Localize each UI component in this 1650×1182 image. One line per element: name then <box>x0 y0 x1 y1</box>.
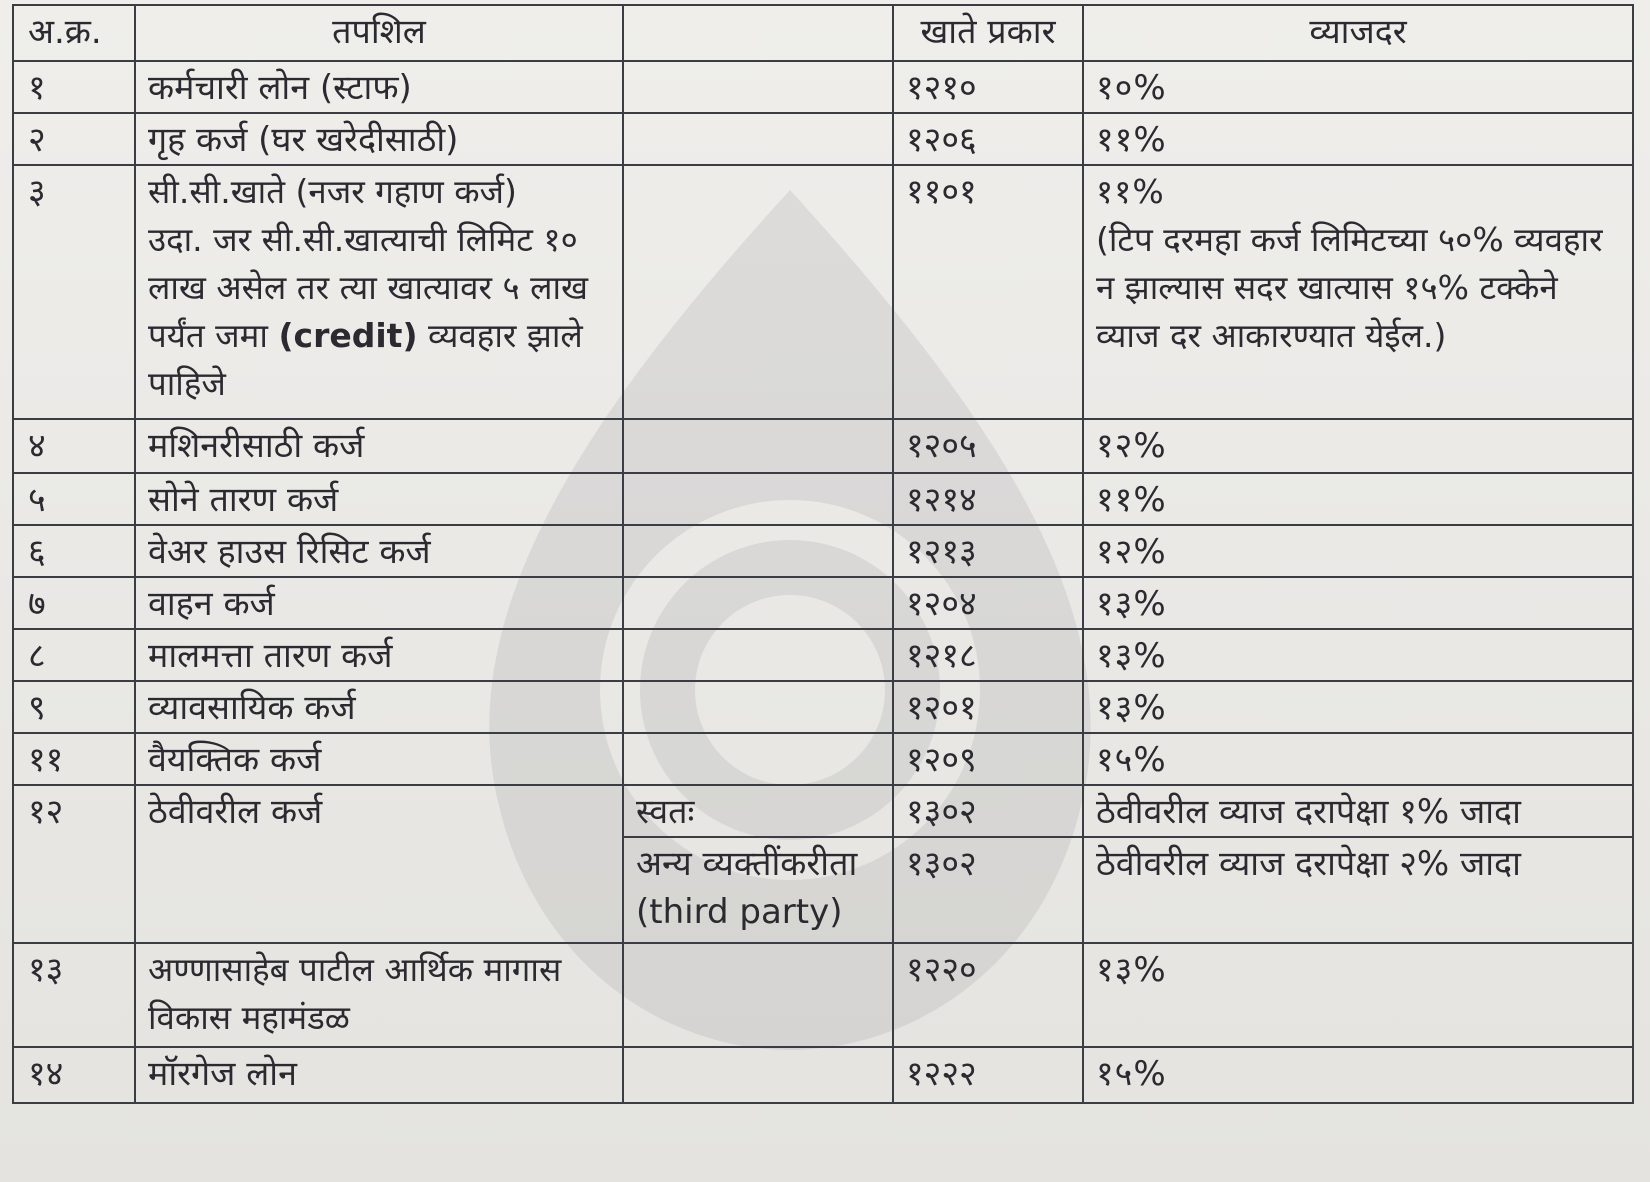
header-details: तपशिल <box>135 5 623 61</box>
row-sub-empty <box>623 577 893 629</box>
row-account-type: १२२२ <box>893 1047 1083 1103</box>
row-interest-rate: १५% <box>1083 733 1633 785</box>
row-interest-rate: ठेवीवरील व्याज दरापेक्षा २% जादा <box>1083 837 1633 943</box>
row-account-type: १२०४ <box>893 577 1083 629</box>
row-loan-name: मालमत्ता तारण कर्ज <box>135 629 623 681</box>
row-account-type: ११०१ <box>893 165 1083 419</box>
row-interest-rate: ठेवीवरील व्याज दरापेक्षा १% जादा <box>1083 785 1633 837</box>
row-interest-rate: १५% <box>1083 1047 1633 1103</box>
row-account-type: १२०५ <box>893 419 1083 473</box>
row-serial: ३ <box>13 165 135 419</box>
table-row <box>13 577 1633 629</box>
row-sub-empty <box>623 113 893 165</box>
row-interest-rate: ११% <box>1083 113 1633 165</box>
row-account-type: १२०१ <box>893 681 1083 733</box>
row-interest-rate: ११% <box>1096 172 1165 211</box>
table-row <box>13 113 1633 165</box>
table-row <box>13 785 1633 837</box>
cc-limit-example <box>148 216 610 408</box>
row-loan-name: ठेवीवरील कर्ज <box>135 785 623 943</box>
row-sub-type: अन्य व्यक्तींकरीता (third party) <box>623 837 893 943</box>
header-serial: अ.क्र. <box>13 5 135 61</box>
row-sub-empty <box>623 1047 893 1103</box>
row-serial: ५ <box>13 473 135 525</box>
row-loan-name: अण्णासाहेब पाटील आर्थिक मागास विकास महामंडळ <box>135 943 623 1047</box>
cc-example-credit: (credit) <box>278 316 418 355</box>
row-loan-name: वाहन कर्ज <box>135 577 623 629</box>
row-interest-rate-cell <box>1083 165 1633 419</box>
table-row <box>13 733 1633 785</box>
header-interest-rate: व्याजदर <box>1083 5 1633 61</box>
row-sub-empty <box>623 419 893 473</box>
row-sub-empty <box>623 681 893 733</box>
row-sub-empty <box>623 629 893 681</box>
row-sub-empty <box>623 943 893 1047</box>
row-loan-name: मशिनरीसाठी कर्ज <box>135 419 623 473</box>
row-account-type: १३०२ <box>893 837 1083 943</box>
table-row <box>13 681 1633 733</box>
row-serial: १ <box>13 61 135 113</box>
table-row <box>13 525 1633 577</box>
table-row <box>13 1047 1633 1103</box>
row-loan-name: सी.सी.खाते (नजर गहाण कर्ज) <box>148 172 517 211</box>
row-sub-empty <box>623 473 893 525</box>
row-serial: १४ <box>13 1047 135 1103</box>
row-loan-name: कर्मचारी लोन (स्टाफ) <box>135 61 623 113</box>
row-account-type: १२१३ <box>893 525 1083 577</box>
cc-example-text: उदा. जर सी.सी.खात्याची लिमिट १० लाख असेल तर त्या खात्यावर ५ लाख पर्यंत जमा <box>148 220 589 355</box>
row-serial: ८ <box>13 629 135 681</box>
row-serial: १३ <box>13 943 135 1047</box>
cc-example-text-end: व्यवहार झाले पाहिजे <box>148 316 583 403</box>
table-row <box>13 943 1633 1047</box>
header-account-type: खाते प्रकार <box>893 5 1083 61</box>
row-serial: ७ <box>13 577 135 629</box>
row-sub-empty <box>623 525 893 577</box>
row-interest-rate: ११% <box>1083 473 1633 525</box>
row-interest-rate: १३% <box>1083 681 1633 733</box>
row-serial: १२ <box>13 785 135 943</box>
row-loan-description <box>135 165 623 419</box>
table-header-row <box>13 5 1633 61</box>
row-account-type: १२१४ <box>893 473 1083 525</box>
row-serial: ९ <box>13 681 135 733</box>
table-row <box>13 473 1633 525</box>
table-row <box>13 165 1633 419</box>
row-account-type: १२१० <box>893 61 1083 113</box>
row-loan-name: मॉरगेज लोन <box>135 1047 623 1103</box>
header-sub <box>623 5 893 61</box>
row-account-type: १३०२ <box>893 785 1083 837</box>
row-sub-empty <box>623 733 893 785</box>
row-interest-rate: १३% <box>1083 577 1633 629</box>
table-row <box>13 419 1633 473</box>
loan-interest-table <box>12 4 1634 1104</box>
row-interest-rate: १२% <box>1083 419 1633 473</box>
row-account-type: १२२० <box>893 943 1083 1047</box>
table-row <box>13 61 1633 113</box>
row-account-type: १२१८ <box>893 629 1083 681</box>
row-loan-name: वेअर हाउस रिसिट कर्ज <box>135 525 623 577</box>
row-serial: ११ <box>13 733 135 785</box>
row-sub-type: स्वतः <box>623 785 893 837</box>
row-serial: ६ <box>13 525 135 577</box>
row-sub-empty <box>623 61 893 113</box>
row-interest-rate: १३% <box>1083 629 1633 681</box>
row-account-type: १२०९ <box>893 733 1083 785</box>
row-loan-name: गृह कर्ज (घर खरेदीसाठी) <box>135 113 623 165</box>
table-row <box>13 629 1633 681</box>
row-loan-name: वैयक्तिक कर्ज <box>135 733 623 785</box>
rate-note: (टिप दरमहा कर्ज लिमिटच्या ५०% व्यवहार न झाल्यास सदर खात्यास १५% टक्केने व्याज दर आकारण्यात येईल.) <box>1096 220 1603 355</box>
row-serial: ४ <box>13 419 135 473</box>
row-loan-name: व्यावसायिक कर्ज <box>135 681 623 733</box>
row-interest-rate: १०% <box>1083 61 1633 113</box>
row-account-type: १२०६ <box>893 113 1083 165</box>
row-interest-rate: १३% <box>1083 943 1633 1047</box>
row-serial: २ <box>13 113 135 165</box>
row-loan-name: सोने तारण कर्ज <box>135 473 623 525</box>
row-interest-rate: १२% <box>1083 525 1633 577</box>
row-sub-empty <box>623 165 893 419</box>
